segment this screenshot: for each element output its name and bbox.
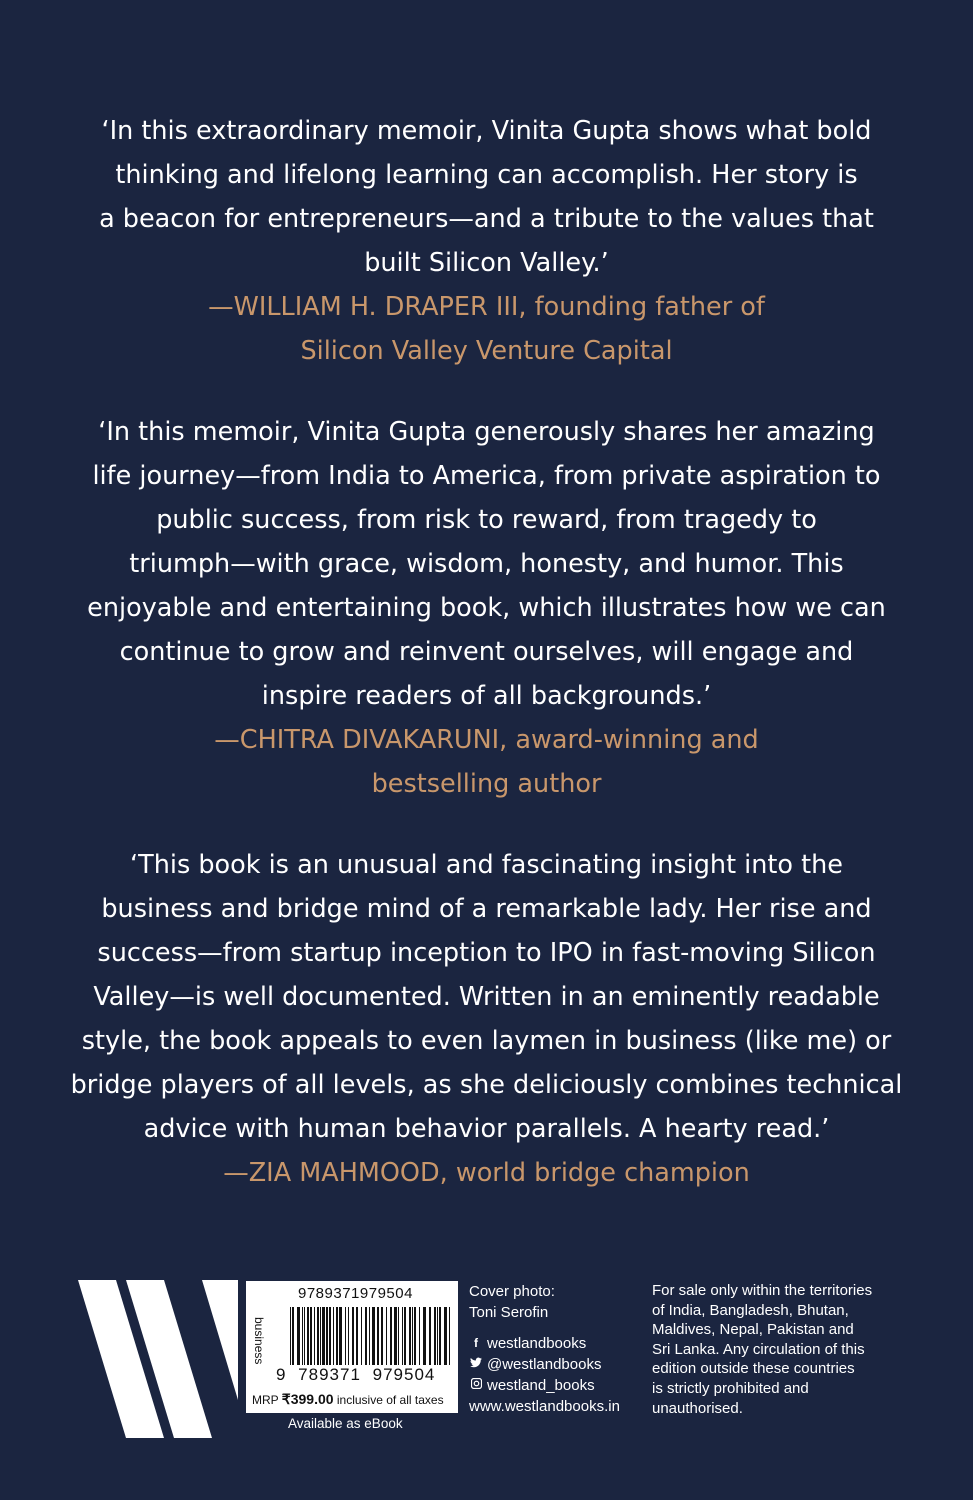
barcode-bar <box>336 1307 338 1365</box>
cover-name: Toni Serofin <box>469 1304 549 1321</box>
barcode-bar <box>292 1307 294 1365</box>
mrp-prefix: MRP <box>252 1393 282 1407</box>
barcode-bar <box>372 1307 375 1365</box>
quote-block-divakaruni <box>0 410 973 806</box>
ebook-note: Available as eBook <box>288 1416 403 1431</box>
barcode-bar <box>394 1307 397 1365</box>
website-link[interactable]: www.westlandbooks.in <box>469 1398 620 1415</box>
barcode-bar <box>404 1307 406 1365</box>
instagram-icon <box>469 1375 483 1396</box>
barcode-bar <box>381 1307 383 1365</box>
barcode-bar <box>348 1307 349 1365</box>
facebook-handle: westlandbooks <box>487 1335 587 1352</box>
barcode-bar <box>386 1307 387 1365</box>
quote-block-mahmood <box>0 843 973 1195</box>
barcode-bar <box>444 1307 447 1365</box>
barcode-bar <box>412 1307 413 1365</box>
barcode-bar <box>437 1307 438 1365</box>
barcode-bar <box>369 1307 370 1365</box>
twitter-icon <box>469 1354 483 1375</box>
barcode-bar <box>333 1307 334 1365</box>
category-label: business <box>252 1317 266 1365</box>
cover-label: Cover photo: <box>469 1283 555 1300</box>
barcode-bar <box>402 1307 403 1365</box>
barcode-bar <box>307 1307 309 1365</box>
quote-text: ‘In this memoir, Vinita Gupta generously shares her amazing life journey—from India to America, from private aspiration to public success, from risk to reward, from tragedy to triumph—with grace, wisdom, honesty, and humor. This enjoyable and entertaining book, which illustrates how we can continue to grow and reinvent ourselves, will engage and inspire readers of all backgrounds.’ <box>87 417 886 711</box>
barcode-bar <box>326 1307 328 1365</box>
barcode-bar <box>377 1307 379 1365</box>
instagram-row[interactable] <box>469 1375 620 1396</box>
barcode-bar <box>302 1307 303 1365</box>
barcode-bar <box>345 1307 346 1365</box>
barcode-bar <box>290 1307 291 1365</box>
barcode-digits: 9 789371 979504 <box>276 1365 436 1384</box>
barcode-bar <box>352 1307 354 1365</box>
barcode-label <box>246 1281 458 1413</box>
twitter-row[interactable] <box>469 1354 620 1375</box>
isbn-text: 9789371979504 <box>298 1285 413 1302</box>
barcode-bar <box>414 1307 416 1365</box>
barcode-bar <box>419 1307 420 1365</box>
mrp-price: ₹399.00 <box>281 1391 334 1407</box>
twitter-handle: @westlandbooks <box>487 1356 602 1373</box>
barcode-bars <box>288 1307 454 1365</box>
barcode-bar <box>297 1307 300 1365</box>
mrp-suffix: inclusive of all taxes <box>333 1393 444 1407</box>
barcode-bar <box>310 1307 312 1365</box>
barcode-bar <box>423 1307 426 1365</box>
quote-attribution: —ZIA MAHMOOD, world bridge champion <box>223 1158 750 1188</box>
barcode-bar <box>322 1307 325 1365</box>
barcode-bar <box>339 1307 342 1365</box>
credits-block <box>469 1281 620 1417</box>
barcode-bar <box>317 1307 319 1365</box>
barcode-bar <box>365 1307 367 1365</box>
barcode-bar <box>449 1307 450 1365</box>
quote-text: ‘This book is an unusual and fascinating insight into the business and bridge mind of a remarkable lady. Her rise and success—from startup inception to IPO in fast-moving Silicon Valley—is well documented. Written in an eminently readable style, the book appeals to even laymen in business (like me) or bridge players of all levels, as she deliciously combines technical advice with human behavior parallels. A hearty read.’ <box>70 850 903 1144</box>
barcode-bar <box>398 1307 399 1365</box>
barcode-bar <box>356 1307 358 1365</box>
barcode-bar <box>434 1307 436 1365</box>
mrp-line <box>252 1391 444 1408</box>
facebook-icon: f <box>474 1336 478 1350</box>
barcode-bar <box>314 1307 315 1365</box>
barcode-bar <box>429 1307 431 1365</box>
territory-notice: For sale only within the territories of India, Bangladesh, Bhutan, Maldives, Nepal, Pakistan and Sri Lanka. Any circulation of this edition outside these countries is strictly prohibited and unauthorised. <box>652 1282 873 1417</box>
barcode-bar <box>304 1307 305 1365</box>
barcode-bar <box>409 1307 411 1365</box>
facebook-row[interactable] <box>469 1333 620 1354</box>
instagram-handle: westland_books <box>487 1377 595 1394</box>
westland-logo-icon <box>78 1280 238 1438</box>
quote-block-draper <box>0 109 973 373</box>
quote-attribution: —WILLIAM H. DRAPER III, founding father of Silicon Valley Venture Capital <box>208 292 765 366</box>
barcode-bar <box>329 1307 331 1365</box>
barcode-bar <box>320 1307 321 1365</box>
barcode-bar <box>439 1307 441 1365</box>
barcode-bar <box>390 1307 392 1365</box>
barcode-bar <box>361 1307 362 1365</box>
quote-text: ‘In this extraordinary memoir, Vinita Gupta shows what bold thinking and lifelong learning can accomplish. Her story is a beacon for entrepreneurs—and a tribute to the values that built Silicon Valley.’ <box>99 116 874 278</box>
quote-attribution: —CHITRA DIVAKARUNI, award-winning and bestselling author <box>214 725 759 799</box>
